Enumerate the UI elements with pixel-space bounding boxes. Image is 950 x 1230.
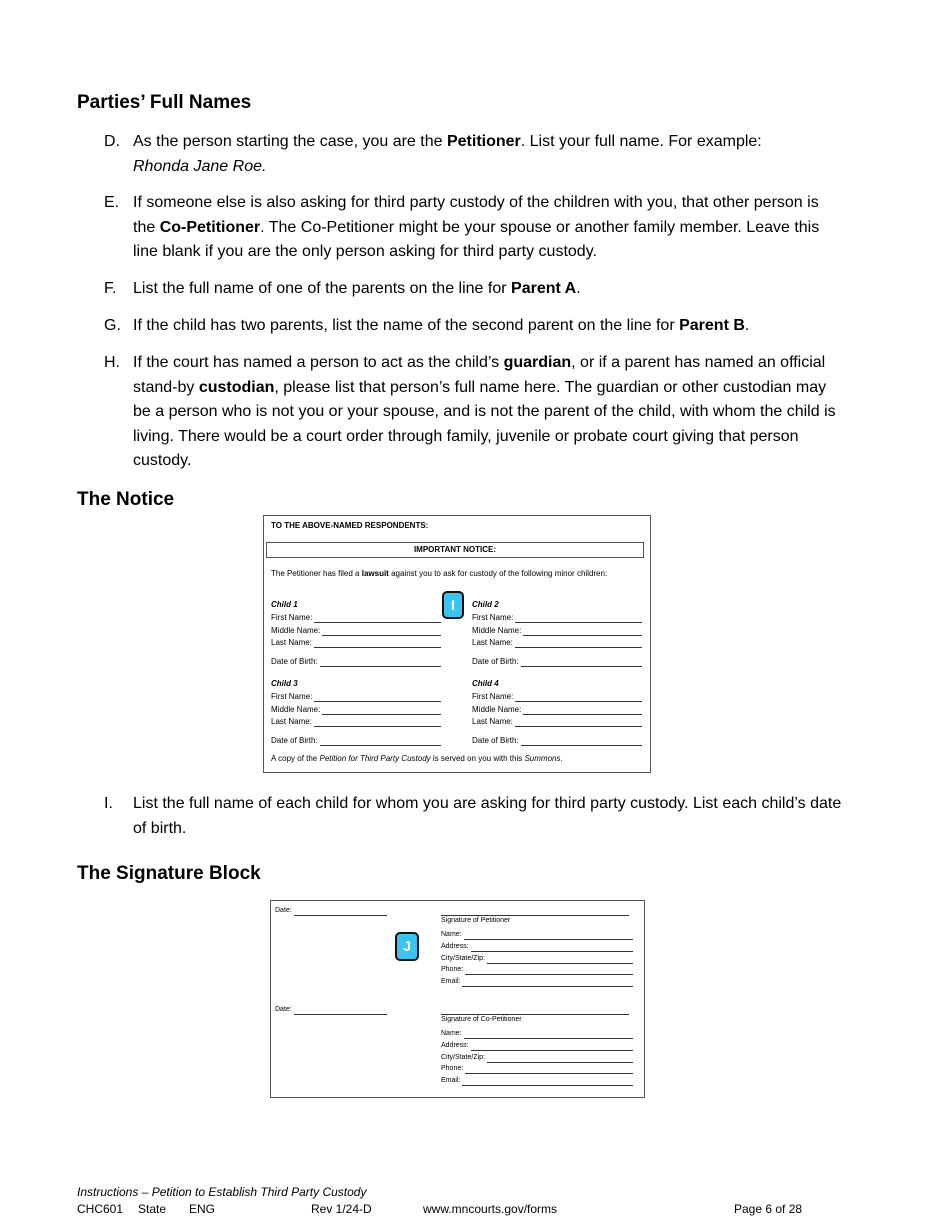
notice-copy-line: A copy of the Petition for Third Party Custody is served on you with this Summons. xyxy=(271,754,563,763)
item-letter: E. xyxy=(104,194,120,211)
item-text: If the court has named a person to act as the child’s guardian, or if a parent has named an official stand-by custodian, please list that person’s full name here. The guardian or other custodian may be a person who is not you or your spouse, and is not the parent of the child, with whom the child is living. There would be a court order through family, juvenile or probate court giving that person custody. xyxy=(133,354,836,469)
important-notice-box: IMPORTANT NOTICE: xyxy=(266,542,644,558)
footer-revision: Rev 1/24-D xyxy=(311,1202,372,1216)
signature-block-image xyxy=(270,900,645,1098)
child-4-block: Child 4 First Name: Middle Name: Last Name: Date of Birth: xyxy=(472,678,642,748)
item-text: List the full name of each child for whom you are asking for third party custody. List each child’s date of birth. xyxy=(133,795,842,837)
item-text: List the full name of one of the parents on the line for Parent A. xyxy=(133,280,581,297)
section-heading-parties: Parties’ Full Names xyxy=(77,92,252,113)
item-letter: H. xyxy=(104,354,120,371)
item-letter: D. xyxy=(104,133,120,150)
item-letter: I. xyxy=(104,795,113,812)
copetitioner-fields: Name: Address: City/State/Zip: Phone: Email: xyxy=(441,1028,633,1087)
item-text: As the person starting the case, you are the Petitioner. List your full name. For example: Rhonda Jane Roe. xyxy=(133,133,762,175)
section-heading-signature: The Signature Block xyxy=(77,863,261,884)
notice-form-image xyxy=(263,515,651,773)
signature-label-copetitioner: Signature of Co-Petitioner xyxy=(441,1016,522,1023)
footer-url: www.mncourts.gov/forms xyxy=(423,1202,558,1216)
page-footer xyxy=(77,1184,817,1218)
callout-badge-i: I xyxy=(442,591,464,619)
list-item-d xyxy=(104,130,844,179)
child-3-block: Child 3 First Name: Middle Name: Last Name: Date of Birth: xyxy=(271,678,441,748)
child-1-block: Child 1 First Name: Middle Name: Last Name: Date of Birth: xyxy=(271,599,441,669)
footer-page-number: Page 6 of 28 xyxy=(734,1202,803,1216)
footer-state: State xyxy=(138,1202,167,1216)
notice-header: TO THE ABOVE-NAMED RESPONDENTS: xyxy=(271,521,429,530)
date-line-2: Date: xyxy=(275,1004,387,1016)
footer-form-code: CHC601 xyxy=(77,1202,124,1216)
item-letter: G. xyxy=(104,317,121,334)
item-text: If someone else is also asking for third party custody of the children with you, that other person is the Co-Petitioner. The Co-Petitioner might be your spouse or another family member. Leave this line blank if you are the only person asking for third party custody. xyxy=(133,194,820,260)
list-item-g xyxy=(104,314,844,339)
item-letter: F. xyxy=(104,280,117,297)
list-item-f xyxy=(104,277,844,302)
section-heading-notice: The Notice xyxy=(77,489,175,510)
footer-language: ENG xyxy=(189,1202,216,1216)
callout-badge-j: J xyxy=(395,932,419,961)
child-2-block: Child 2 First Name: Middle Name: Last Name: Date of Birth: xyxy=(472,599,642,669)
list-item-i xyxy=(104,792,844,841)
notice-intro: The Petitioner has filed a lawsuit against you to ask for custody of the following minor children: xyxy=(271,569,608,578)
footer-title: Instructions – Petition to Establish Third Party Custody xyxy=(77,1185,367,1199)
list-item-h xyxy=(104,351,844,474)
petitioner-fields: Name: Address: City/State/Zip: Phone: Email: xyxy=(441,929,633,988)
list-item-e xyxy=(104,191,844,265)
item-text: If the child has two parents, list the name of the second parent on the line for Parent B. xyxy=(133,317,750,334)
date-line-1: Date: xyxy=(275,905,387,917)
signature-label-petitioner: Signature of Petitioner xyxy=(441,917,511,924)
